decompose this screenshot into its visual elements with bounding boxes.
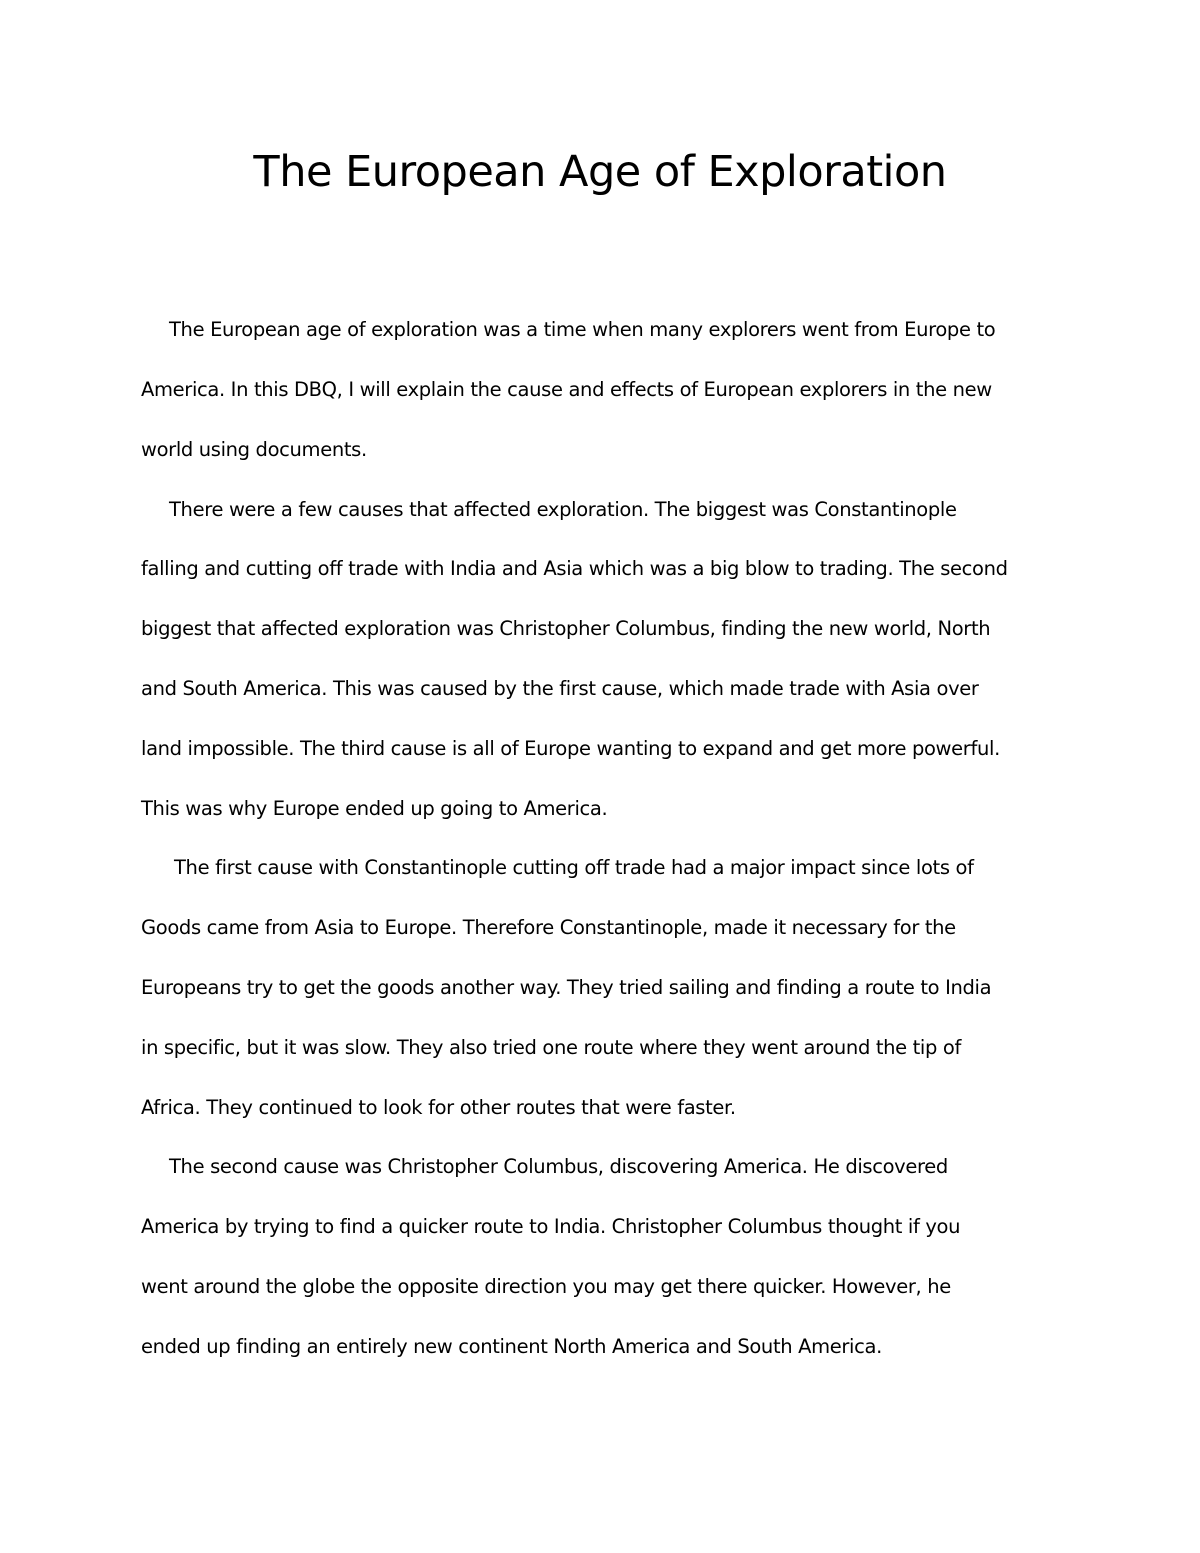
text-line: and South America. This was caused by the first cause, which made trade with Asia over [141,677,979,700]
text-line: ended up finding an entirely new continent North America and South America. [141,1335,882,1358]
text-line: Africa. They continued to look for other routes that were faster. [141,1096,736,1119]
text-line: in specific, but it was slow. They also tried one route where they went around the tip of [141,1036,961,1059]
text-line: The first cause with Constantinople cutting off trade had a major impact since lots of [174,856,974,879]
text-line: biggest that affected exploration was Christopher Columbus, finding the new world, North [141,617,991,640]
text-line: went around the globe the opposite direction you may get there quicker. However, he [141,1275,951,1298]
text-line: Goods came from Asia to Europe. Therefore Constantinople, made it necessary for the [141,916,956,939]
text-line: falling and cutting off trade with India and Asia which was a big blow to trading. The second [141,557,1008,580]
text-line: There were a few causes that affected exploration. The biggest was Constantinople [169,498,957,521]
text-line: The second cause was Christopher Columbus, discovering America. He discovered [169,1155,948,1178]
page-title: The European Age of Exploration [253,147,947,197]
text-line: America by trying to find a quicker route to India. Christopher Columbus thought if you [141,1215,961,1238]
text-line: This was why Europe ended up going to America. [141,797,608,820]
text-line: The European age of exploration was a time when many explorers went from Europe to [169,318,996,341]
text-line: world using documents. [141,438,367,461]
text-line: land impossible. The third cause is all of Europe wanting to expand and get more powerful. [141,737,1000,760]
text-line: America. In this DBQ, I will explain the cause and effects of European explorers in the new [141,378,992,401]
text-line: Europeans try to get the goods another way. They tried sailing and finding a route to India [141,976,992,999]
